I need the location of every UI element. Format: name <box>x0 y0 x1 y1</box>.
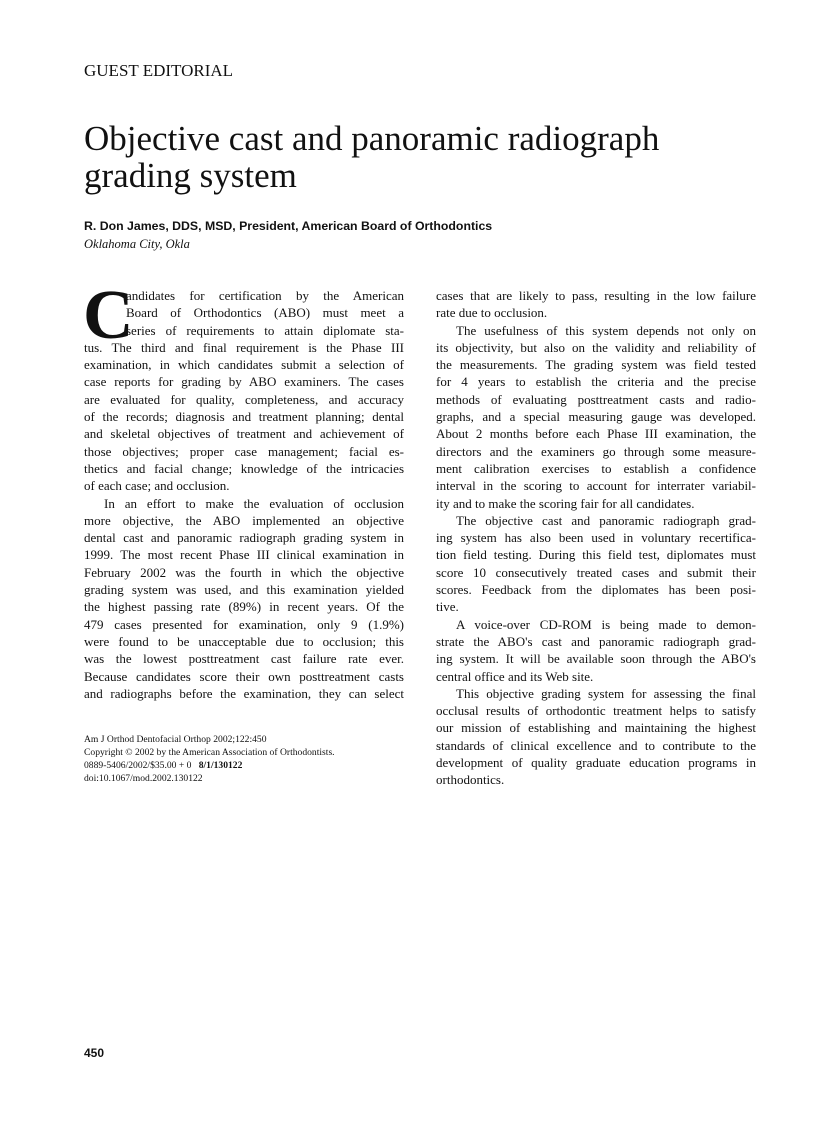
affiliation: Oklahoma City, Okla <box>84 237 190 251</box>
text-line: 1999. The most recent Phase III clinical examination in <box>84 547 404 563</box>
text-line: ment calibration exercises to establish a confidence <box>436 460 756 476</box>
text-line: directors and the examiners go through some measure- <box>436 443 756 459</box>
text-line: graphs, and a special measuring gauge was developed. <box>436 409 756 425</box>
text-line: tion field testing. During this field test, diplomates must <box>436 547 756 563</box>
text-line: About 2 months before each Phase III examination, the <box>436 426 756 442</box>
text-line: 479 cases presented for examination, only 9 (1.9%) <box>84 616 404 632</box>
text-line: Board of Orthodontics (ABO) must meet a <box>126 305 404 321</box>
footnotes <box>84 733 335 785</box>
page-number: 450 <box>84 1046 105 1060</box>
text-line: series of requirements to attain diplomate sta- <box>126 322 404 338</box>
doi: doi:10.1067/mod.2002.130122 <box>84 773 203 784</box>
author-line: R. Don James, DDS, MSD, President, American Board of Orthodontics <box>84 219 493 233</box>
text-line: the measurements. The grading system was field tested <box>436 357 756 373</box>
text-line: andidates for certification by the American <box>126 288 404 303</box>
text-line: are evaluated for quality, completeness, and accuracy <box>84 391 404 407</box>
issn-code: 8/1/130122 <box>198 760 243 771</box>
text-line: central office and its Web site. <box>436 668 594 684</box>
issn: 0889-5406/2002/$35.00 + 0 <box>84 760 192 771</box>
citation: Am J Orthod Dentofacial Orthop 2002;122:450 <box>84 734 267 745</box>
drop-cap: C <box>83 277 134 354</box>
text-line: ing system. It will be available soon through the ABO's <box>436 651 756 667</box>
text-line: more objective, the ABO implemented an objective <box>84 512 404 528</box>
text-line: were found to be unacceptable due to occlusion; this <box>84 633 404 649</box>
text-line: our mission of establishing and maintaining the highest <box>436 720 756 736</box>
text-line: its objectivity, but also on the validity and reliability of <box>436 339 756 355</box>
text-line: A voice-over CD-ROM is being made to demon- <box>456 616 756 632</box>
text-line: The usefulness of this system depends not only on <box>456 322 756 338</box>
text-line: those objectives; proper case management; facial es- <box>84 443 404 459</box>
article-title <box>84 120 764 194</box>
text-line: strate the ABO's cast and panoramic radiograph grad- <box>436 633 756 649</box>
copyright: Copyright © 2002 by the American Association of Orthodontists. <box>84 747 335 758</box>
text-line: for 4 years to establish the criteria and the precise <box>436 374 756 390</box>
right-column <box>436 287 756 789</box>
text-line: orthodontics. <box>436 772 505 788</box>
text-line: This objective grading system for assessing the final <box>456 685 756 701</box>
text-line: was the lowest posttreatment cast failure rate ever. <box>84 651 404 667</box>
text-line: standards of clinical excellence and to contribute to the <box>436 737 756 753</box>
issn-line <box>84 759 335 772</box>
left-column <box>83 277 404 702</box>
text-line: February 2002 was the fourth in which the objective <box>84 564 404 580</box>
text-line: occlusal results of orthodontic treatment helps to satisfy <box>436 703 756 719</box>
text-line: methods of evaluating posttreatment casts and radio- <box>436 391 756 407</box>
text-line: tive. <box>436 599 459 615</box>
text-line: In an effort to make the evaluation of occlusion <box>104 495 404 511</box>
text-line: development of quality graduate education programs in <box>436 755 756 771</box>
title-line: grading system <box>84 156 297 195</box>
text-line: Because candidates score their own posttreatment casts <box>84 668 404 684</box>
text-line: grading system was used, and this examination yielded <box>84 582 404 598</box>
text-line: the highest passing rate (89%) in recent years. Of the <box>84 599 404 615</box>
text-line: of the records; diagnosis and treatment planning; dental <box>84 409 404 425</box>
text-line: case reports for grading by ABO examiners. The cases <box>84 374 404 390</box>
text-line: interval in the scoring to account for interrater variabil- <box>436 478 756 494</box>
text-line: rate due to occlusion. <box>436 305 548 321</box>
text-line: ity and to make the scoring fair for all candidates. <box>436 495 695 511</box>
text-line: tus. The third and final requirement is the Phase III <box>84 339 404 355</box>
section-label: GUEST EDITORIAL <box>84 61 234 80</box>
text-line: cases that are likely to pass, resulting in the low failure <box>436 288 756 303</box>
text-line: score 10 consecutively treated cases and submit their <box>436 564 756 580</box>
text-line: and skeletal objectives of treatment and achievement of <box>84 426 404 442</box>
text-line: and radiographs before the examination, they can select <box>84 685 404 701</box>
text-line: ing system has also been used in voluntary recertifica- <box>436 530 756 546</box>
text-line: of each case; and occlusion. <box>84 478 230 494</box>
text-line: examination, in which candidates submit a selection of <box>84 357 404 373</box>
title-line: Objective cast and panoramic radiograph <box>84 119 660 158</box>
text-line: The objective cast and panoramic radiograph grad- <box>456 512 756 528</box>
text-line: thetics and facial change; knowledge of the intricacies <box>84 460 404 476</box>
text-line: scores. Feedback from the diplomates has been posi- <box>436 582 756 598</box>
text-line: dental cast and panoramic radiograph grading system in <box>84 530 404 546</box>
